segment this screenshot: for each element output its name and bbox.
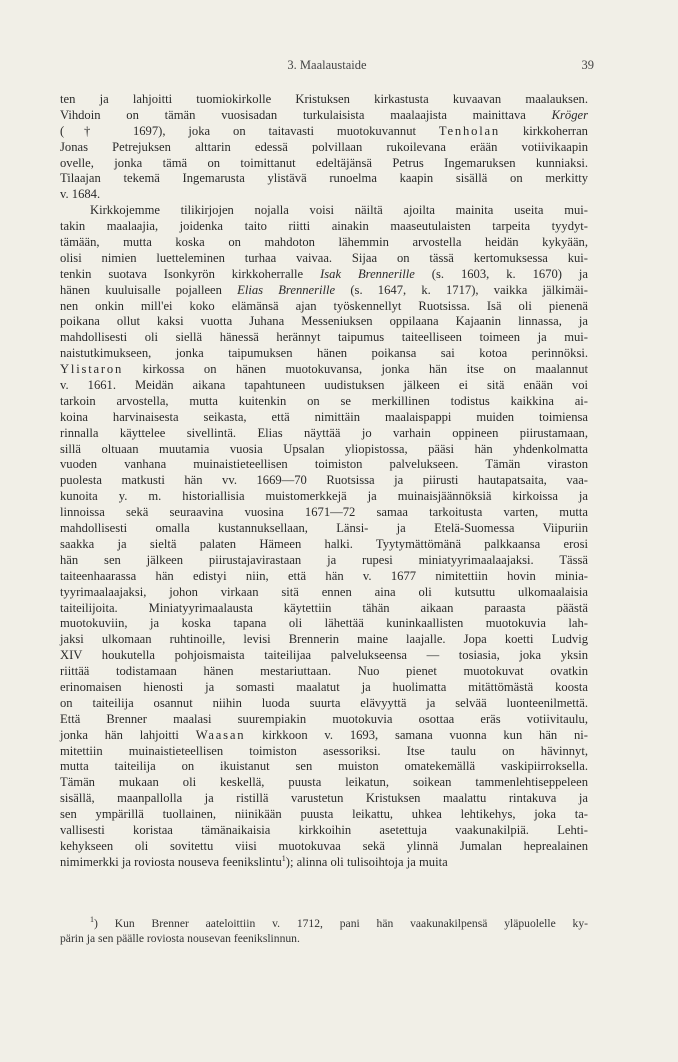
- text-line: linnoissa sekä seuraavina vuosina 1671—72 samaa tarkoitusta varten, mutta: [60, 505, 588, 520]
- text-line: sen ympärillä tuollainen, niinikään puusta leikattu, uhkea lehtikehys, joka ta-: [60, 807, 588, 822]
- text-line: Jonas Petrejuksen alttarin edessä polvillaan rukoilevana erään votiivikaapin: [60, 139, 588, 154]
- text-line: taiteenhaarassa hän edistyi niin, että hän v. 1677 nimitettiin hovin minia-: [60, 568, 588, 583]
- text-line: v. 1684.: [60, 187, 101, 202]
- text-line: Vihdoin on tämän vuosisadan turkulaisista maalaajista mainittava Kröger: [60, 107, 588, 122]
- text-line: tarkoin arvostella, mutta kuitenkin on se merkillinen todistus kaikkina ai-: [60, 393, 588, 408]
- place-ylistaro: Ylistaron: [60, 362, 124, 377]
- text-line: Ylistaron kirkossa on hänen muotokuvansa, jonka hän itse on maalannut: [60, 362, 588, 377]
- text-line: vuoden vanhana muinaistieteellisen toimiston palvelukseen. Tämän viraston: [60, 457, 588, 472]
- text-line: sisällä, maanpallolla ja ristillä varustetun Kristuksen maalattu rintakuva ja: [60, 791, 588, 806]
- place-waasa: Waasan: [195, 727, 246, 742]
- text-line: takin maalaajia, joidenka taito riitti ainakin maaseutulaisten tarpeita tyydyt-: [60, 219, 588, 234]
- text-line: Tämän mukaan oli keskellä, puusta leikatun, soikean tammenlehtiseppeleen: [60, 775, 588, 790]
- text-line: riittää todistamaan hänen mestariuttaan. Nuo pienet muotokuvat ovatkin: [60, 664, 588, 679]
- text-line: ten ja lahjoitti tuomiokirkolle Kristuksen kirkastusta kuvaavan maalauksen.: [60, 92, 588, 106]
- name-kroger: Kröger: [551, 107, 588, 122]
- text-line: koina harvinaisesta seikasta, että nimittäin maalaispappi muiden toimiensa: [60, 409, 588, 424]
- text-line: tyyrimaalaajaksi, johon virkaan sitä ennen aina oli kutsuttu ulkomaalaisia: [60, 584, 588, 599]
- footnote: [60, 916, 588, 946]
- text-line: († 1697), joka on taitavasti muotokuvannut Tenholan kirkkoherran: [60, 123, 588, 138]
- text-line: v. 1661. Meidän aikana tapahtuneen uudistuksen jälkeen ei sitä enään voi: [60, 378, 588, 393]
- text-line: Tilaajan tekemä Ingemarusta ylistävä runoelma kaapin sisällä on merkitty: [60, 171, 588, 186]
- footnote-mark: 1: [90, 915, 94, 924]
- text-line: hän sen jälkeen piirustajavirastaan ja rupesi miniatyyrimaalaajaksi. Tässä: [60, 552, 588, 567]
- text-line: Kirkkojemme tilikirjojen nojalla voisi näiltä ajoilta mainita useita mui-: [90, 203, 588, 218]
- text-line: tenkin suotava Isonkyrön kirkkoherralle Isak Brennerille (s. 1603, k. 1670) ja: [60, 266, 588, 281]
- text-line: ovelle, jonka tämä on toimittanut edeltäjänsä Petrus Ingemaruksen kunniaksi.: [60, 155, 588, 170]
- footnote-line: $^1$) Kun Brenner aateloittiin v. 1712, pani hän vaakunakilpensä yläpuolelle ky-: [90, 915, 588, 930]
- text-line: puolesta matkusti hän vv. 1669—70 Ruotsissa ja piirusti hautapatsaita, vaa-: [60, 473, 588, 488]
- text-line: mahdollisesti omalla kustannuksellaan, Länsi- ja Etelä-Suomessa Viipuriin: [60, 521, 588, 536]
- page-number: 39: [581, 58, 594, 72]
- text-line: kehykseen oli sovitettu viisi muotokuvaa sekä ylinnä Jumalan heprealainen: [60, 838, 588, 853]
- running-header: [60, 58, 594, 78]
- text-line: naistutkimukseen, jonka taipumuksen hänen poikansa sai kotoa perinnöksi.: [60, 346, 588, 361]
- text-line: sillä oltuaan muutamia vuosia Upsalan yliopistossa, pääsi hän yhdenkolmatta: [60, 441, 588, 456]
- text-line: on taiteilija osannut niihin luoda suurta elävyyttä ja selvää luonteenilmettä.: [60, 695, 588, 710]
- footnote-line: pärin ja sen päälle roviosta nousevan feenikslinnun.: [60, 932, 300, 945]
- name-elias-brenner: Elias Brennerille: [237, 282, 336, 297]
- text-line: nimimerkki ja roviosta nouseva feenikslintu$^1$); alinna oli tulisoihtoja ja muita: [60, 853, 448, 869]
- place-tenhola: Tenholan: [438, 123, 501, 138]
- text-line: XIV houkutella pohjoismaista taiteilijaa palvelukseensa — tosiasia, joka yksin: [60, 648, 588, 663]
- text-line: poikana ollut kaksi vuotta Juhana Messeniuksen oppilaana Kajaanin linnassa, ja: [60, 314, 588, 329]
- chapter-title: 3. Maalaustaide: [287, 58, 367, 72]
- body-text: [60, 92, 588, 871]
- text-line: mahdollisesti oli siellä hänessä herännyt taipumus taiteelliseen toimeen ja mui-: [60, 330, 588, 345]
- text-line: nen onkin mill'ei koko elämänsä ajan työskennellyt Ruotsissa. Isä oli pienenä: [60, 298, 588, 313]
- text-line: muotokuviin, ja koska tapana oli lähettää kuninkaallisten muotokuvia lah-: [60, 616, 588, 631]
- text-line: taiteilijoita. Miniatyyrimaalausta käytettiin tähän aikaan paraasta päästä: [60, 600, 588, 615]
- footnote-ref: 1: [281, 853, 286, 863]
- text-line: erinomaisen hienosti ja somasti maalatut ja huolimatta mitättömästä koosta: [60, 679, 588, 694]
- text-line: rinnalla käyttelee sivellintä. Elias näyttää jo varhain oppineen piirustamaan,: [60, 425, 588, 440]
- text-line: mutta taiteilija on ikuistanut sen muiston omatekemällä vaskipiirroksella.: [60, 759, 588, 774]
- text-line: olisi nimien luetteleminen turhaa vaivaa. Sijaa on tässä kertomuksessa kui-: [60, 250, 588, 265]
- text-line: mitettiin muinaistieteellisen toimiston asessoriksi. Itse taulu on hävinnyt,: [60, 743, 588, 758]
- text-line: saakka ja sieltä palaten Hämeen halki. Tyytymättömänä palkkaansa erosi: [60, 536, 588, 551]
- text-line: tämään, mutta koska on mahdoton lähemmin arvostella heidän kykyään,: [60, 235, 588, 250]
- text-line: hänen kuuluisalle pojalleen Elias Brennerille (s. 1647, k. 1717), vaikka jälkimäi-: [60, 282, 589, 297]
- text-line: vallisesti koristaa tämänaikaisia kirkkoihin asetettuja vaakunakilpiä. Lehti-: [60, 822, 588, 837]
- text-line: Että Brenner maalasi suurempiakin muotokuvia osottaa eräs votiivitaulu,: [60, 711, 588, 726]
- text-line: kunoita y. m. historiallisia muistomerkkejä ja muinaisjäännöksiä kirkoissa ja: [60, 489, 588, 504]
- text-line: jaksi ulkomaan ruhtinoille, levisi Brennerin maine laajalle. Jopa koetti Ludvig: [60, 632, 588, 647]
- name-isak-brenner: Isak Brennerille: [320, 266, 415, 281]
- text-line: jonka hän lahjoitti Waasan kirkkoon v. 1693, samana vuonna kun hän ni-: [60, 727, 588, 742]
